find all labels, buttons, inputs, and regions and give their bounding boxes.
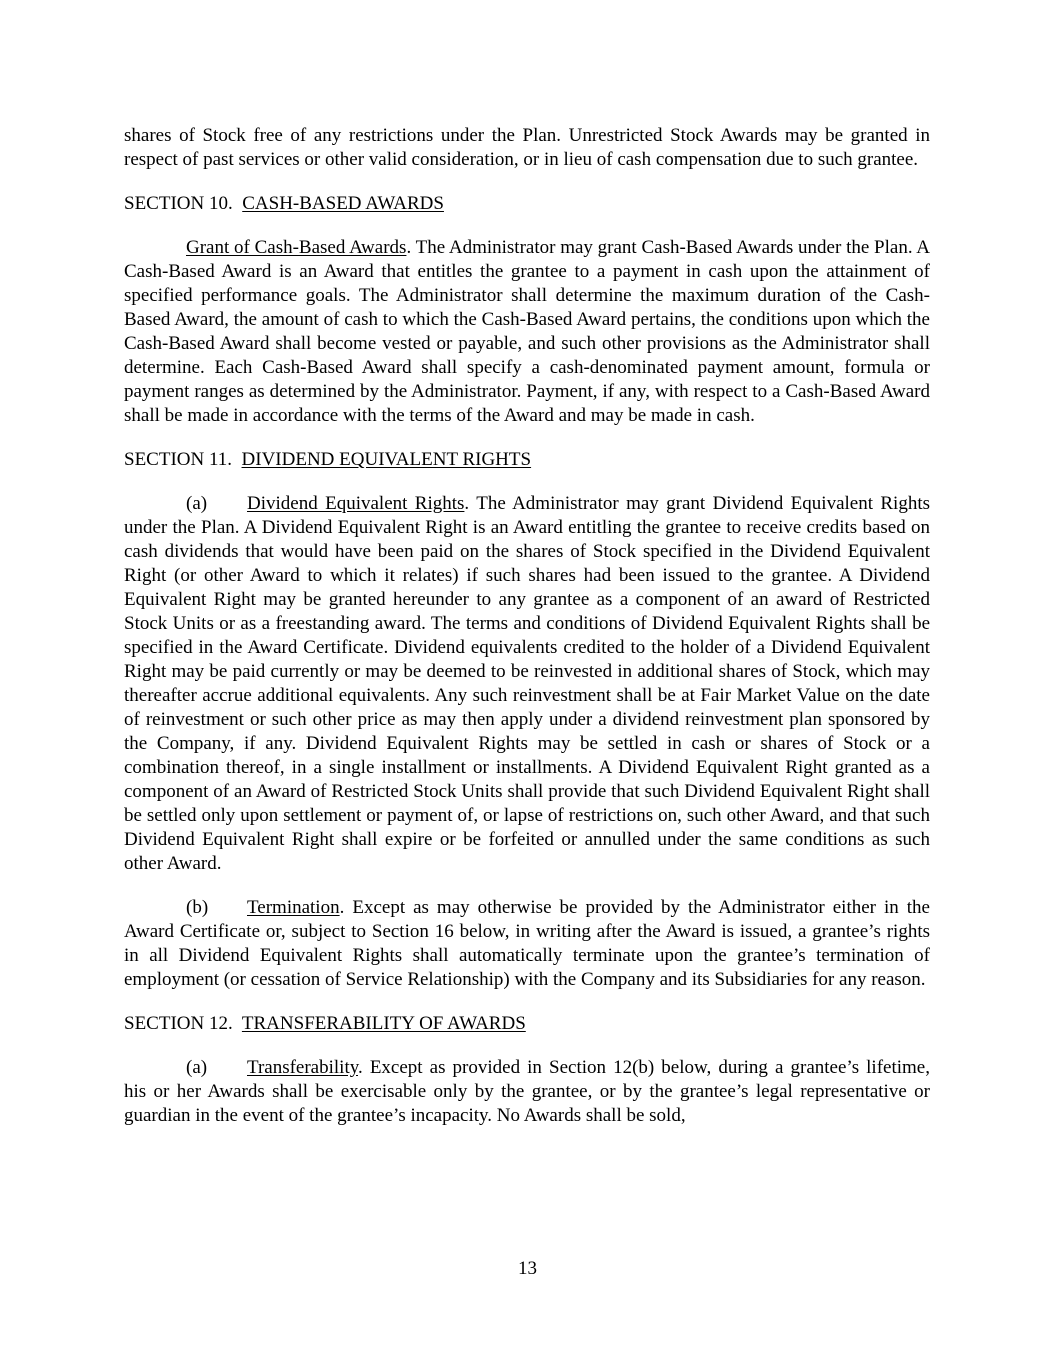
section-11-heading [124,448,930,472]
section-12-heading [124,1012,930,1036]
section-10-paragraph [124,236,930,428]
page-number: 13 [518,1258,537,1279]
section-11-label: SECTION 11. [124,449,233,470]
section-10-subtitle: Grant of Cash-Based Awards [186,237,407,258]
section-11b-subtitle: Termination [247,897,340,918]
section-11a-enum: (a) [186,493,208,514]
section-10-body: . The Administrator may grant Cash-Based Awards under the Plan. A Cash-Based Award is an Award that entitles the grantee to a payment in cash upon the attainment of specified performance goals. The Administrator shall determine the maximum duration of the Cash-Based Award, the amount of cash to which the Cash-Based Award pertains, the conditions upon which the Cash-Based Award shall become vested or payable, and such other provisions as the Administrator shall determine. Each Cash-Based Award shall specify a cash-denominated payment amount, formula or payment ranges as determined by the Administrator. Payment, if any, with respect to a Cash-Based Award shall be made in accordance with the terms of the Award and may be made in cash. [124,237,931,426]
section-12a-subtitle: Transferability [247,1057,358,1078]
section-10-heading [124,192,930,216]
section-12a-enum: (a) [186,1057,208,1078]
section-11a-body: . The Administrator may grant Dividend Equivalent Rights under the Plan. A Dividend Equivalent Right is an Award entitling the grantee to receive credits based on cash dividends that would have been paid on the shares of Stock specified in the Dividend Equivalent Right (or other Award to which it relates) if such shares had been issued to the grantee. A Dividend Equivalent Right may be granted hereunder to any grantee as a component of an award of Restricted Stock Units or as a freestanding award. The terms and conditions of Dividend Equivalent Rights shall be specified in the Award Certificate. Dividend equivalents credited to the holder of a Dividend Equivalent Right may be paid currently or may be deemed to be reinvested in additional shares of Stock, which may thereafter accrue additional equivalents. Any such reinvestment shall be at Fair Market Value on the date of reinvestment or such other price as may then apply under a dividend reinvestment plan sponsored by the Company, if any. Dividend Equivalent Rights may be settled in cash or shares of Stock or a combination thereof, in a single installment or installments. A Dividend Equivalent Right granted as a component of an Award of Restricted Stock Units shall provide that such Dividend Equivalent Right shall be settled only upon settlement or payment of, or lapse of restrictions on, such other Award, and that such Dividend Equivalent Right shall expire or be forfeited or annulled under the same conditions as such other Award. [124,493,930,874]
section-12a-body: . Except as provided in Section 12(b) below, during a grantee’s lifetime, his or her Awards shall be exercisable only by the grantee, or by the grantee’s legal representative or guardian in the event of the grantee’s incapacity. No Awards shall be sold, [124,1057,930,1126]
document-body [124,124,930,1148]
section-12-title: TRANSFERABILITY OF AWARDS [241,1013,526,1034]
section-11a-subtitle: Dividend Equivalent Rights [247,493,465,514]
section-11b-body: . Except as may otherwise be provided by the Administrator either in the Award Certificate or, subject to Section 16 below, in writing after the Award is issued, a grantee’s rights in all Dividend Equivalent Rights shall automatically terminate upon the grantee’s termination of employment (or cessation of Service Relationship) with the Company and its Subsidiaries for any reason. [124,897,930,990]
intro-paragraph: shares of Stock free of any restrictions under the Plan. Unrestricted Stock Awards may be granted in respect of past services or other valid consideration, or in lieu of cash compensation due to such grantee. [124,125,930,170]
section-11b-enum: (b) [186,897,209,918]
section-12a-paragraph [124,1056,930,1128]
section-10-title: CASH-BASED AWARDS [242,193,444,214]
section-11-title: DIVIDEND EQUIVALENT RIGHTS [241,449,532,470]
section-12-label: SECTION 12. [124,1013,233,1034]
section-10-label: SECTION 10. [124,193,233,214]
section-11a-paragraph [124,492,930,876]
section-11b-paragraph [124,896,930,992]
